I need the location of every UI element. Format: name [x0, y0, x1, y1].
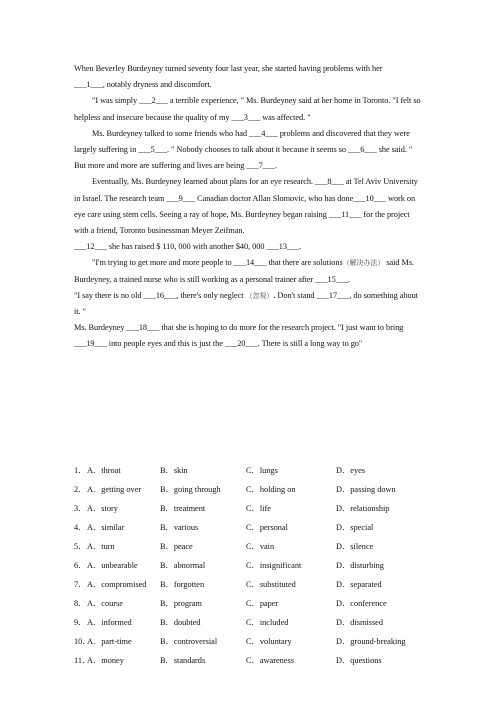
option-c: C．paper [246, 599, 279, 608]
question-number: 2． [74, 485, 87, 494]
paragraph-1-line-1: When Beverley Burdeyney turned seventy four last year, she started having problems with her [74, 64, 383, 73]
option-d: D．ground-breaking [336, 637, 406, 646]
option-c: C．personal [246, 523, 288, 532]
option-b: B．program [160, 599, 202, 608]
question-number: 9． [74, 618, 87, 627]
option-d: D．dismissed [336, 618, 384, 627]
question-number: 1． [74, 466, 87, 475]
option-row [74, 575, 434, 594]
option-b: B．going through [160, 485, 221, 494]
option-d: D．disturbing [336, 561, 384, 570]
question-number: 3． [74, 504, 87, 513]
option-b: B．forgotten [160, 580, 205, 589]
option-a: A．throat [87, 466, 121, 475]
option-b: B．peace [160, 542, 193, 551]
option-a: A．getting over [87, 485, 142, 494]
option-row [74, 651, 434, 670]
option-b: B．standards [160, 656, 206, 665]
question-number: 5． [74, 542, 87, 551]
option-row [74, 461, 434, 480]
option-c: C．vain [246, 542, 275, 551]
paragraph-5: ___12___ she has raised $ 110, 000 with another $40, 000 ___13___. [74, 242, 302, 252]
option-d: D．eyes [336, 466, 366, 475]
paragraph-8: Ms. Burdeyney ___18___ that she is hoping to do more for the research project. "I just want to bring ___19___ into people eyes and this is just the ___20___. There is still a long way to go" [74, 323, 404, 349]
option-b: B．various [160, 523, 199, 532]
option-c: C．awareness [246, 656, 294, 665]
paragraph-6-text-b: said Ms. Burdeyney, a trained nurse who is still working as a personal trainer after ___15___. [74, 258, 415, 284]
option-b: B．skin [160, 466, 188, 475]
option-a: A．informed [87, 618, 132, 627]
option-c: C．holding on [246, 485, 296, 494]
paragraph-7-text-a: "I say there is no old ___16___, there's only neglect [74, 290, 244, 300]
option-b: B．abnormal [160, 561, 206, 570]
option-b: B．doubted [160, 618, 201, 627]
question-number: 10． [74, 637, 91, 646]
option-a: A．turn [87, 542, 115, 551]
paragraph-6-text-a: "I'm trying to get more and more people to ___14___ that there are solutions [92, 258, 343, 268]
paragraph-7 [74, 288, 426, 320]
paragraph-7-chinese-gloss: （忽视） [245, 291, 274, 300]
option-row [74, 518, 434, 537]
question-number: 6． [74, 561, 87, 570]
option-c: C．included [246, 618, 289, 627]
option-c: C．insignificant [246, 561, 302, 570]
question-number: 4． [74, 523, 87, 532]
paragraph-6-chinese-gloss: （解决办法） [342, 259, 385, 268]
option-row [74, 480, 434, 499]
paragraph-6 [74, 255, 426, 287]
paragraph-1 [74, 61, 426, 93]
question-number: 8． [74, 599, 87, 608]
paragraph-3: Ms. Burdeyney talked to some friends who had ___4___ problems and discovered that they were largely suffering in ___5___. " Nobody chooses to talk about it because it seems so ___6___ she said. " But more and more are suffering and lives are being ___7___. [74, 128, 413, 171]
option-c: C．voluntary [246, 637, 292, 646]
option-row [74, 537, 434, 556]
question-number: 7． [74, 580, 87, 589]
option-a: A．similar [87, 523, 125, 532]
option-d: D．separated [336, 580, 382, 589]
paragraph-1-line-2: ___1___, notably dryness and discomfort. [74, 80, 212, 90]
option-a: A．money [87, 656, 124, 665]
option-row [74, 594, 434, 613]
option-d: D．relationship [336, 504, 390, 513]
paragraph-7-text-b: . Don't stand ___17___, do something about it. " [74, 290, 418, 317]
option-c: C．life [246, 504, 271, 513]
option-b: B．controversial [160, 637, 218, 646]
option-d: D．special [336, 523, 374, 532]
option-d: D．passing down [336, 485, 396, 494]
option-a: A．course [87, 599, 123, 608]
option-c: C．lungs [246, 466, 278, 475]
option-a: A．story [87, 504, 118, 513]
option-row [74, 613, 434, 632]
option-row [74, 499, 434, 518]
option-d: D．silence [336, 542, 374, 551]
option-row [74, 556, 434, 575]
option-d: D．questions [336, 656, 382, 665]
answer-options [74, 461, 434, 670]
option-b: B．treatment [160, 504, 206, 513]
option-d: D．conference [336, 599, 387, 608]
paragraph-2: "I was simply ___2___ a terrible experience, " Ms. Burdeyney said at her home in Toronto. "I felt so helpless and insecure because the quality of my ___3___ was affected. " [74, 96, 421, 122]
question-number: 11． [74, 656, 91, 665]
option-c: C．substituted [246, 580, 296, 589]
option-row [74, 632, 434, 651]
cloze-passage [74, 61, 426, 353]
paragraph-4: Eventually, Ms. Burdeyney learned about plans for an eye research. ___8___ at Tel Aviv University in Israel. The research team ___9___ Canadian doctor Allan Slomovic, who has done___10___ work on eye care using stem cells. Seeing a ray of hope, Ms. Burdeyney began raising ___11___ for the project with a friend, Toronto businessman Meyer Zeifman. [74, 177, 418, 236]
option-a: A．unbearable [87, 561, 138, 570]
option-a: A．part-time [87, 637, 132, 646]
option-a: A．compromised [87, 580, 147, 589]
